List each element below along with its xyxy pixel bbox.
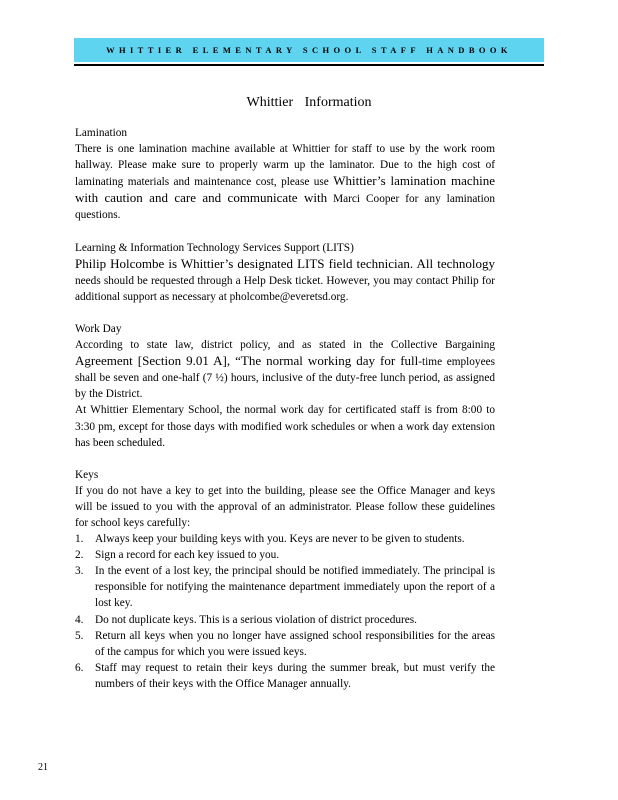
page-title: Whittier Information xyxy=(246,95,372,110)
work-day-hours: At Whittier Elementary School, the normal work day for certificated staff is from 8:00 to 3:30 pm, except for those days with modified work schedules or when a work day extension has been scheduled. xyxy=(75,404,495,449)
page-content xyxy=(75,125,495,708)
list-item-text: In the event of a lost key, the principal should be notified immediately. The principal is responsible for notifying the maintenance department immediately upon the report of a lost key. xyxy=(95,565,495,610)
lits-section xyxy=(75,240,495,305)
handbook-header-band xyxy=(74,38,544,62)
list-item xyxy=(75,531,495,547)
work-day-section xyxy=(75,321,495,451)
lamination-section xyxy=(75,125,495,224)
list-item xyxy=(75,563,495,611)
header-rule xyxy=(74,64,544,66)
lamination-text xyxy=(75,141,495,223)
list-item-number: 6. xyxy=(75,661,84,674)
list-item-text: Always keep your building keys with you. Keys are never to be given to students. xyxy=(95,533,465,546)
list-item-number: 2. xyxy=(75,549,84,562)
list-item-number: 3. xyxy=(75,565,84,578)
lits-heading: Learning & Information Technology Services Support (LITS) xyxy=(75,241,354,254)
lamination-heading: Lamination xyxy=(75,127,128,139)
list-item-text: Sign a record for each key issued to you. xyxy=(95,549,280,562)
handbook-header-title: WHITTIER ELEMENTARY SCHOOL STAFF HANDBOOK xyxy=(106,45,512,55)
list-item-text: Do not duplicate keys. This is a serious violation of district procedures. xyxy=(95,613,418,626)
list-item xyxy=(75,612,495,628)
work-day-heading: Work Day xyxy=(75,322,122,335)
list-item xyxy=(75,628,495,660)
keys-section xyxy=(75,467,495,692)
work-day-text-2: Agreement [Section 9.01 A], “The normal working day for full xyxy=(75,353,419,369)
list-item xyxy=(75,660,495,692)
lamination-text-2: Whittier’s lamination machine with caution and care and communicate with xyxy=(75,173,495,206)
lits-text-1: Philip Holcombe is Whittier’s designated LITS field technician. All technology xyxy=(75,255,495,271)
work-day-text xyxy=(75,337,495,402)
list-item-text: Staff may request to retain their keys during the summer break, but must verify the numbers of their keys with the Office Manager annually. xyxy=(95,661,495,690)
lamination-text-3: Marci Cooper for any lamination questions. xyxy=(75,193,495,222)
list-item-number: 5. xyxy=(75,629,84,642)
work-day-text-3: -time employees shall be seven and one-half (7 ½) hours, inclusive of the duty-free lunch period, as assigned by the District. xyxy=(75,356,495,401)
page-number: 21 xyxy=(38,762,48,773)
keys-heading: Keys xyxy=(75,468,99,481)
list-item-text: Return all keys when you no longer have assigned school responsibilities for the areas of the campus for which you were issued keys. xyxy=(95,629,495,658)
keys-guidelines-list xyxy=(75,531,495,692)
work-day-text-1: According to state law, district policy, and as stated in the Collective Bargaining xyxy=(75,339,495,352)
lamination-text-1: There is one lamination machine available at Whittier for staff to use by the work room hallway. Please make sure to properly warm up the laminator. Due to the high cost of laminating materials and maintenance cost, please use xyxy=(75,143,495,189)
lits-text-2: needs should be requested through a Help Desk ticket. However, you may contact Philip for additional support as necessary at pholcombe@everetsd.org. xyxy=(75,274,495,303)
list-item-number: 4. xyxy=(75,613,84,626)
lits-text xyxy=(75,256,495,305)
keys-intro: If you do not have a key to get into the building, please see the Office Manager and keys will be issued to you with the approval of an administrator. Please follow these guidelines for school keys carefully: xyxy=(75,484,495,529)
list-item xyxy=(75,547,495,563)
list-item-number: 1. xyxy=(75,533,84,546)
